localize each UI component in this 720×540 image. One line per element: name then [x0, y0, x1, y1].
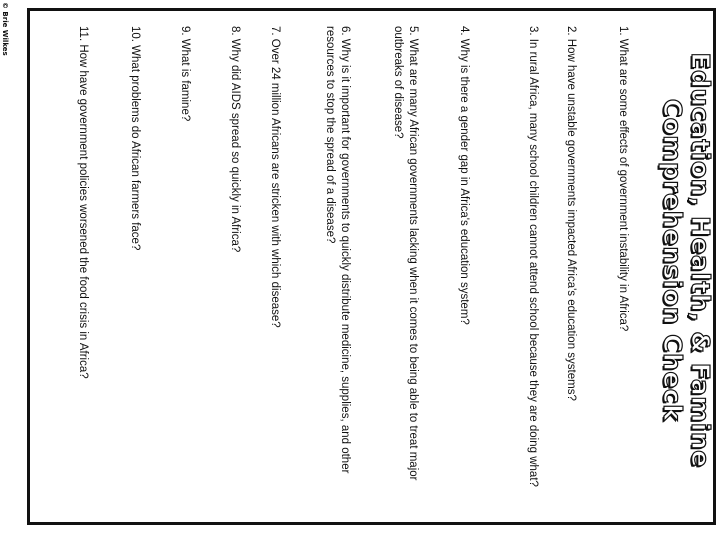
title-line-2: Comprehension Check	[658, 98, 687, 422]
copyright-notice: © Brie Wilkes	[1, 2, 9, 56]
question-item: 3. In rural Africa, many school children cannot attend school because they are doing what?	[527, 26, 539, 487]
question-item: 7. Over 24 million Africans are stricken with which disease?	[269, 26, 281, 328]
question-item: 9. What is famine?	[179, 26, 191, 122]
question-item: 10. What problems do African farmers face?	[129, 26, 141, 251]
question-item: 6. Why is it important for governments to quickly distribute medicine, supplies, and other resources to stop the spread of a disease?	[324, 26, 351, 474]
question-item: 1. What are some effects of government instability in Africa?	[617, 26, 629, 332]
question-item: 11. How have government policies worsened the food crisis in Africa?	[77, 26, 89, 379]
question-item: 4. Why is there a gender gap in Africa's education system?	[458, 26, 470, 325]
question-item: 5. What are many African governments lacking when it comes to being able to treat major outbreaks of disease?	[392, 26, 419, 481]
question-item: 8. Why did AIDS spread so quickly in Africa?	[229, 26, 241, 253]
question-item: 2. How have unstable governments impacted Africa's education systems?	[565, 26, 577, 401]
worksheet-title	[658, 20, 714, 500]
title-line-1: Education, Health, & Famine	[686, 52, 715, 468]
